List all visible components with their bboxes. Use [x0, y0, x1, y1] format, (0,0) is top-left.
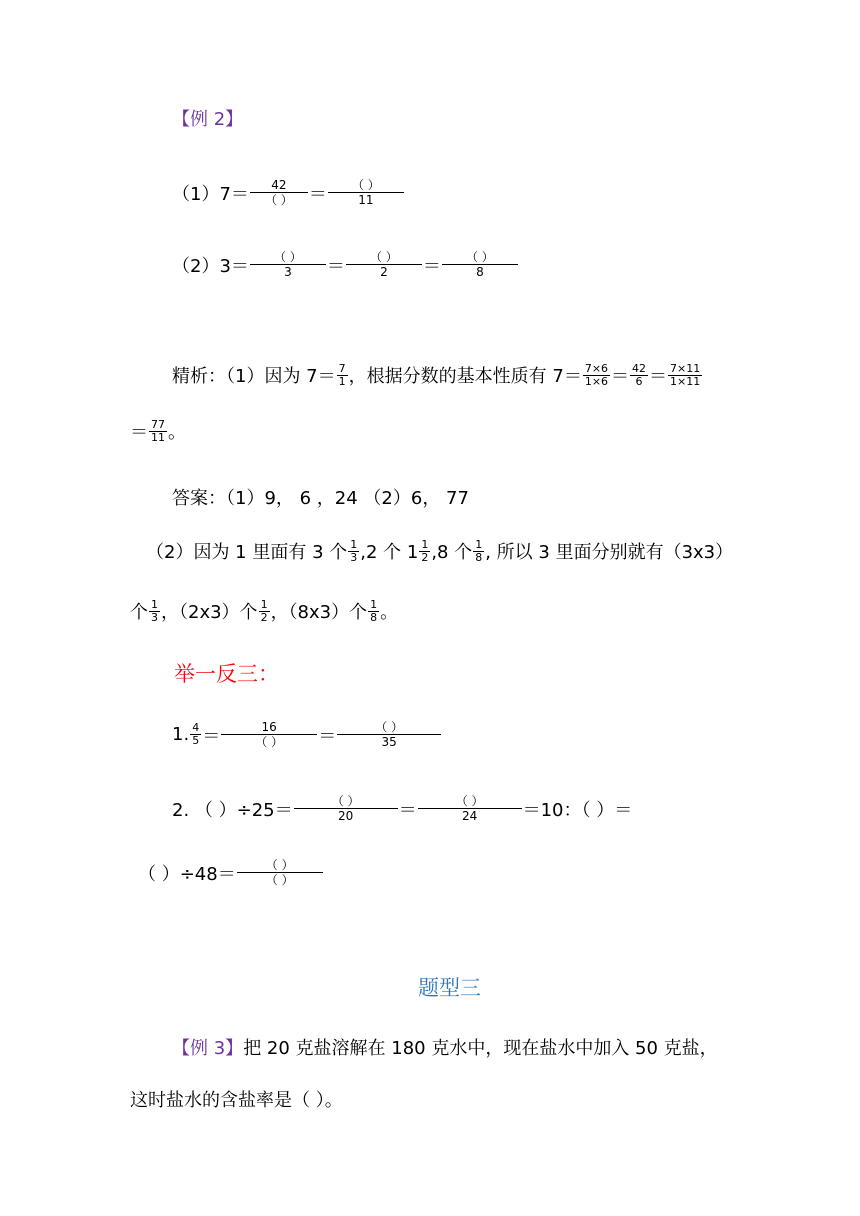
practice-1-fraction-35: $\frac{( )}{35}$ — [337, 720, 441, 749]
q1-prefix: （1）7＝ — [172, 183, 249, 205]
example-3-line-1 — [172, 1034, 718, 1060]
explain-fraction-1-3-b: $\frac{1}{3}$ — [151, 597, 158, 624]
explain-fraction-1-8-b: $\frac{1}{8}$ — [370, 597, 378, 624]
practice-2-fraction-20: $\frac{( )}{20}$ — [294, 794, 398, 823]
practice-1-fraction-4-5: $\frac{4}{5}$ — [192, 721, 200, 747]
q1-fraction-2: $\frac{( )}{11}$ — [328, 178, 404, 207]
practice-2-line-1: 2. （ ）÷25＝ $\frac{( )}{20}$ ＝ $\frac{( )}{24}$ ＝10：（ ）＝ — [172, 794, 633, 823]
analysis-line-2: ＝ $\frac{77}{11}$ 。 — [130, 417, 186, 444]
practice-1-fraction-16: $\frac{16}{( )}$ — [221, 720, 317, 749]
explanation-2-line-2: 个 $\frac{1}{3}$ ，（2x3）个 $\frac{1}{2}$ ，（8x3）个 $\frac{1}{8}$ 。 — [130, 597, 399, 624]
example-2-question-1: （1）7＝ $\frac{42}{( )}$ ＝ $\frac{( )}{11}$ — [172, 178, 405, 207]
q2-fraction-3: $\frac{( )}{8}$ — [442, 250, 518, 279]
answer-line: 答案：（1）9， 6 ，24 （2）6， 77 — [172, 488, 469, 509]
practice-2-line-2: （ ）÷48＝ $\frac{( )}{( )}$ — [138, 858, 324, 887]
analysis-fraction-7x6: $\frac{7\times 6}{1\times 6}$ — [584, 361, 609, 388]
practice-2-fraction-blank: $\frac{( )}{( )}$ — [237, 858, 323, 887]
analysis-line-1: 精析：（1）因为 7＝ $\frac{7}{1}$ ，根据分数的基本性质有 7＝ $\frac{7\times 6}{1\times 6}$ ＝ $\frac{42}{6}$ ＝ $\frac{7\times 11}{1\times 11}$ — [172, 361, 701, 388]
analysis-fraction-7-1: $\frac{7}{1}$ — [338, 361, 346, 388]
q1-fraction-1: $\frac{42}{( )}$ — [250, 178, 308, 207]
practice-1: 1. $\frac{4}{5}$ ＝ $\frac{16}{( )}$ ＝ $\frac{( )}{35}$ — [172, 720, 442, 749]
explain-fraction-1-8: $\frac{1}{8}$ — [475, 537, 483, 564]
practice-2-fraction-24: $\frac{( )}{24}$ — [418, 794, 522, 823]
example-3-tag: 【例 3】 — [172, 1038, 244, 1059]
analysis-fraction-7x11: $\frac{7\times 11}{1\times 11}$ — [670, 361, 701, 388]
example-3-text: 把 20 克盐溶解在 180 克水中，现在盐水中加入 50 克盐， — [243, 1038, 718, 1059]
example-3-line-2: 这时盐水的含盐率是（ ）。 — [130, 1090, 343, 1111]
q2-fraction-1: $\frac{( )}{3}$ — [250, 250, 326, 279]
explain-fraction-1-3: $\frac{1}{3}$ — [350, 537, 358, 564]
analysis-fraction-42-6: $\frac{42}{6}$ — [632, 361, 647, 388]
explain-fraction-1-2: $\frac{1}{2}$ — [421, 537, 429, 564]
analysis-fraction-77-11: $\frac{77}{11}$ — [151, 417, 165, 444]
practice-heading: 举一反三： — [174, 662, 279, 686]
example-2-tag: 【例 2】 — [172, 109, 244, 130]
q2-fraction-2: $\frac{( )}{2}$ — [346, 250, 422, 279]
explain-fraction-1-2-b: $\frac{1}{2}$ — [260, 597, 268, 624]
example-2-question-2: （2）3＝ $\frac{( )}{3}$ ＝ $\frac{( )}{2}$ ＝ $\frac{( )}{8}$ — [172, 250, 519, 279]
explanation-2-line-1: （2）因为 1 里面有 3 个 $\frac{1}{3}$ ,2 个 1 $\frac{1}{2}$ ,8 个 $\frac{1}{8}$ , 所以 3 里面分别就有（3x3） — [146, 537, 734, 564]
section-title: 题型三 — [418, 976, 481, 1000]
